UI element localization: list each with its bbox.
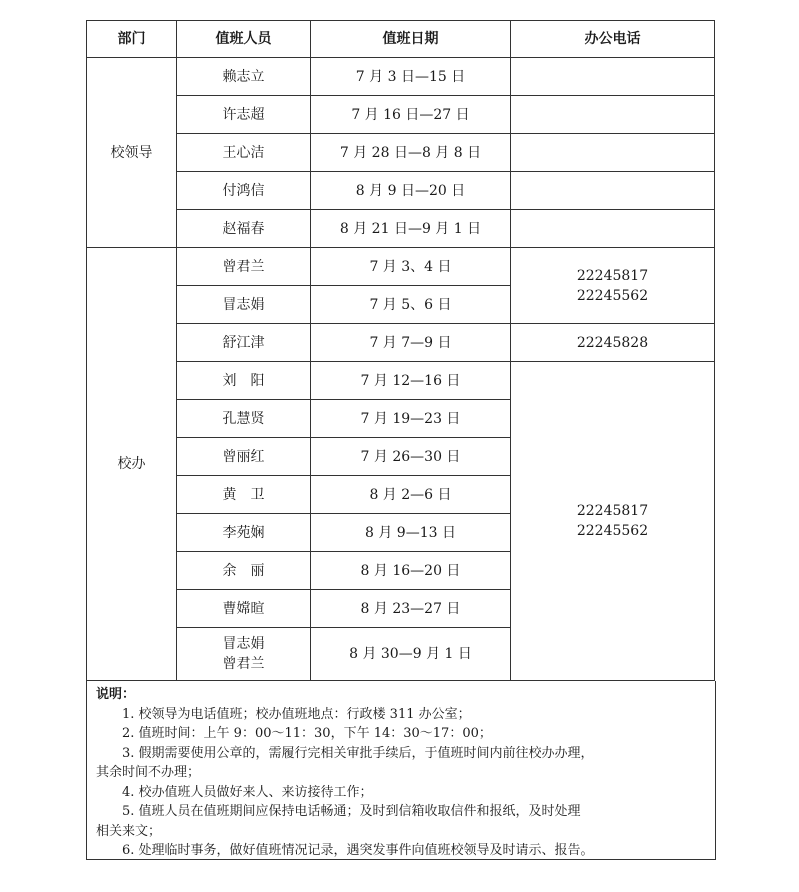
duty-person: 王心洁 — [177, 134, 311, 172]
note-item-continued: 其余时间不办理； — [96, 765, 201, 780]
duty-person: 赵福春 — [177, 210, 311, 248]
phone-cell-empty — [511, 134, 715, 172]
duty-person: 曾君兰 — [222, 656, 265, 672]
duty-date: 7 月 26—30 日 — [311, 438, 511, 476]
duty-date: 7 月 3 日—15 日 — [311, 58, 511, 96]
table-row — [87, 362, 715, 400]
duty-person: 李苑娴 — [177, 514, 311, 552]
phone-cell-empty — [511, 96, 715, 134]
duty-date: 8 月 16—20 日 — [311, 552, 511, 590]
table-row — [87, 324, 715, 362]
duty-person: 曾君兰 — [177, 248, 311, 286]
note-item: 4. 校办值班人员做好来人、来访接待工作； — [122, 784, 373, 800]
table-row — [87, 96, 715, 134]
table-row — [87, 210, 715, 248]
notes-box — [86, 681, 716, 860]
note-item: 1. 校领导为电话值班；校办值班地点：行政楼 311 办公室； — [122, 706, 471, 722]
duty-person: 舒江津 — [177, 324, 311, 362]
dept-leaders: 校领导 — [87, 58, 177, 248]
phone-cell-empty — [511, 210, 715, 248]
phone-number: 22245817 — [576, 503, 649, 519]
note-item: 6. 处理临时事务，做好值班情况记录，遇突发事件向值班校领导及时请示、报告。 — [122, 843, 594, 858]
duty-date: 7 月 3、4 日 — [311, 248, 511, 286]
note-item: 2. 值班时间：上午 9：00～11：30，下午 14：30～17：00； — [122, 726, 492, 741]
duty-person: 冒志娟 — [177, 286, 311, 324]
phone-group-2: 22245828 — [511, 324, 715, 362]
header-row — [87, 21, 715, 58]
duty-date: 7 月 7—9 日 — [311, 324, 511, 362]
header-person: 值班人员 — [177, 21, 311, 58]
phone-group-3 — [511, 362, 715, 681]
notes-title: 说明： — [96, 687, 136, 702]
note-item-continued: 相关来文； — [96, 823, 162, 839]
duty-person: 余 丽 — [177, 552, 311, 590]
duty-date: 7 月 12—16 日 — [311, 362, 511, 400]
phone-cell-empty — [511, 172, 715, 210]
duty-date: 7 月 5、6 日 — [311, 286, 511, 324]
duty-person: 黄 卫 — [177, 476, 311, 514]
duty-person: 刘 阳 — [177, 362, 311, 400]
header-date: 值班日期 — [311, 21, 511, 58]
table-row — [87, 248, 715, 286]
duty-person: 曾丽红 — [177, 438, 311, 476]
duty-date: 8 月 2—6 日 — [311, 476, 511, 514]
duty-person: 许志超 — [177, 96, 311, 134]
table-row — [87, 58, 715, 96]
table-row — [87, 172, 715, 210]
duty-person: 付鸿信 — [177, 172, 311, 210]
duty-date: 7 月 19—23 日 — [311, 400, 511, 438]
note-item: 3. 假期需要使用公章的，需履行完相关审批手续后，于值班时间内前往校办办理， — [122, 745, 594, 761]
duty-date: 8 月 23—27 日 — [311, 590, 511, 628]
phone-number: 22245562 — [576, 523, 649, 539]
phone-number: 22245817 — [576, 267, 649, 284]
duty-date: 8 月 21 日—9 月 1 日 — [311, 210, 511, 248]
duty-roster-table — [86, 20, 715, 681]
duty-person: 孔慧贤 — [177, 400, 311, 438]
duty-date: 8 月 30—9 月 1 日 — [311, 628, 511, 681]
table-row — [87, 134, 715, 172]
note-item: 5. 值班人员在值班期间应保持电话畅通；及时到信箱收取信件和报纸，及时处理 — [122, 804, 581, 819]
header-phone: 办公电话 — [511, 21, 715, 58]
phone-cell-empty — [511, 58, 715, 96]
phone-group-1 — [511, 248, 715, 324]
duty-person-pair — [177, 628, 311, 681]
duty-person: 赖志立 — [177, 58, 311, 96]
phone-number: 22245562 — [576, 287, 649, 304]
duty-person: 冒志娟 — [222, 636, 265, 652]
header-dept: 部门 — [87, 21, 177, 58]
dept-office: 校办 — [87, 248, 177, 681]
duty-date: 7 月 28 日—8 月 8 日 — [311, 134, 511, 172]
duty-date: 7 月 16 日—27 日 — [311, 96, 511, 134]
duty-date: 8 月 9—13 日 — [311, 514, 511, 552]
duty-date: 8 月 9 日—20 日 — [311, 172, 511, 210]
duty-person: 曹嫦暄 — [177, 590, 311, 628]
